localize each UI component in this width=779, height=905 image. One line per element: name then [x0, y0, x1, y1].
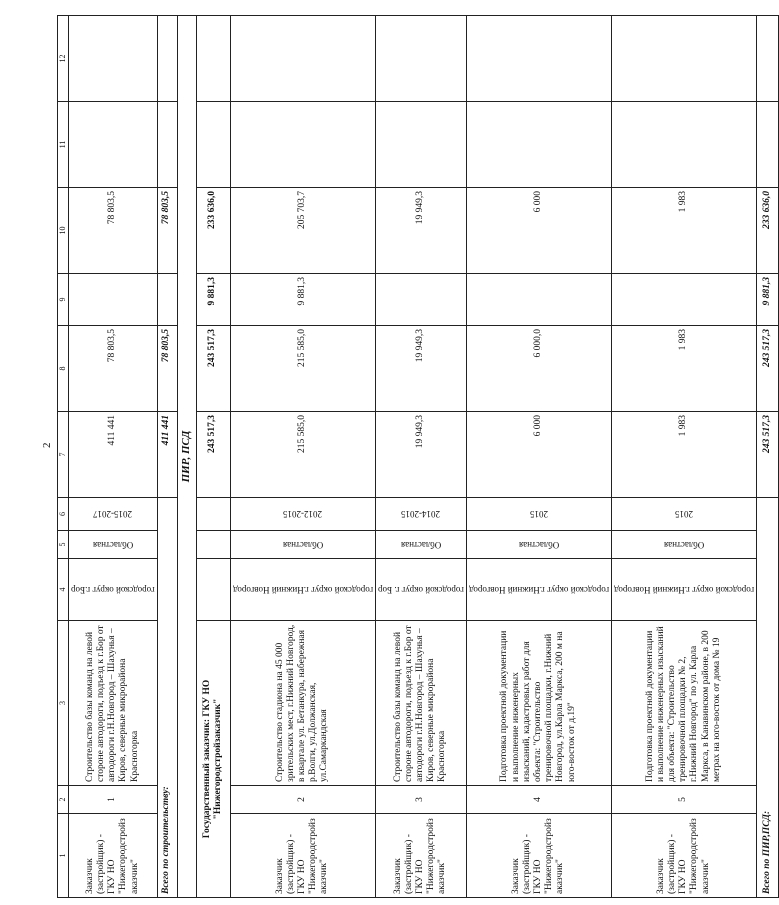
col-index: 3 — [58, 621, 69, 786]
total-row — [756, 16, 778, 898]
value-cell — [375, 274, 466, 326]
value-cell: 205 703,7 — [230, 188, 375, 274]
budget-cell: Областная — [518, 539, 559, 550]
col-index: 7 — [58, 412, 69, 498]
budget-cell: Областная — [282, 539, 323, 550]
col-index: 4 — [58, 559, 69, 621]
value-cell: 9 881,3 — [196, 274, 230, 326]
value-cell: 1 983 — [611, 412, 756, 498]
value-cell: 6 000 — [466, 412, 611, 498]
period-cell: 2015-2017 — [93, 509, 133, 520]
value-cell: 6 000 — [466, 188, 611, 274]
table-row — [375, 16, 466, 898]
row-number: 1 — [69, 786, 158, 814]
col-index: 9 — [58, 274, 69, 326]
total-label: Всего по строительству: — [157, 498, 177, 898]
col-index: 12 — [58, 16, 69, 102]
total-label: Всего по ПИР,ПСД: — [756, 498, 778, 898]
total-value: 78 803,5 — [157, 188, 177, 274]
section-title: ПИР, ПСД — [177, 16, 196, 898]
budget-cell: Областная — [400, 539, 441, 550]
territory-cell: городской округ г.Нижний Новгород — [613, 584, 754, 595]
state-customer-label: Государственный заказчик: ГКУ НО "Нижегородстройзаказчик" — [196, 621, 230, 898]
object-cell: Подготовка проектной документации и выполнение инженерных изысканий, кадастровых работ для объекта: "Строительство тренировочной площадки, г.Нижний Новгород, ул.Карла Маркса, 200 м на юго-восток от д.19" — [466, 621, 611, 786]
customer-cell: Заказчик (застройщик) - ГКУ НО "Нижегородстройзаказчик" — [466, 814, 611, 898]
table-row — [466, 16, 611, 898]
row-number: 4 — [466, 786, 611, 814]
table-row — [69, 16, 158, 898]
territory-cell: городской округ г. Бор — [377, 584, 464, 595]
period-cell: 2015 — [674, 509, 693, 520]
total-value: 233 636,0 — [756, 188, 778, 274]
value-cell: 78 803,5 — [69, 326, 158, 412]
investment-table — [57, 15, 779, 898]
object-cell: Подготовка проектной документации и выполнение инженерных изысканий для объекта: "Строительство тренировочной площадки № 2, г.Нижний Новгород" по ул. Карла Маркса, в Канавинском районе, в 200 метрах на юго-восток от дома № 19 — [611, 621, 756, 786]
territory-cell: городской округ г.Нижний Новгород — [232, 584, 373, 595]
period-cell: 2014-2015 — [401, 509, 441, 520]
value-cell: 19 949,3 — [375, 326, 466, 412]
total-value — [157, 274, 177, 326]
row-number: 3 — [375, 786, 466, 814]
value-cell — [69, 102, 158, 188]
total-value: 78 803,5 — [157, 326, 177, 412]
total-row — [157, 16, 177, 898]
object-cell: Строительство базы команд на левой стороне автодороги, подъезд к г.Бор от автодороги г.Н.Новгород – Шахунья – Киров, северные микрорайона Красногорка — [69, 621, 158, 786]
value-cell: 233 636,0 — [196, 188, 230, 274]
col-index: 1 — [58, 814, 69, 898]
value-cell: 215 585,0 — [230, 326, 375, 412]
table-row — [611, 16, 756, 898]
total-value: 243 517,3 — [756, 326, 778, 412]
total-value: 411 441 — [157, 412, 177, 498]
period-cell: 2012-2015 — [283, 509, 323, 520]
state-customer-row — [196, 16, 230, 898]
object-cell: Строительство стадиона на 45 000 зрительских мест, г.Нижний Новгород, в квартале ул. Бетанкура, набережная р.Волги, ул.Должанская, ул.Самаркандская — [230, 621, 375, 786]
column-index-row — [58, 16, 69, 898]
section-row — [177, 16, 196, 898]
value-cell — [611, 274, 756, 326]
row-number: 2 — [230, 786, 375, 814]
budget-cell: Областная — [92, 539, 133, 550]
col-index: 2 — [58, 786, 69, 814]
value-cell: 19 949,3 — [375, 412, 466, 498]
value-cell: 215 585,0 — [230, 412, 375, 498]
value-cell — [69, 16, 158, 102]
territory-cell: городской округ г.Нижний Новгород — [468, 584, 609, 595]
col-index: 10 — [58, 188, 69, 274]
budget-cell: Областная — [663, 539, 704, 550]
customer-cell: Заказчик (застройщик) - ГКУ НО "Нижегородстройзаказчик" — [375, 814, 466, 898]
total-value: 243 517,3 — [756, 412, 778, 498]
object-cell: Строительство базы команд на левой стороне автодороги, подъезд к г.Бор от автодороги г.Н.Новгород – Шахунья – Киров, северные микрорайона Красногорка — [375, 621, 466, 786]
value-cell: 243 517,3 — [196, 326, 230, 412]
value-cell: 411 441 — [69, 412, 158, 498]
customer-cell: Заказчик (застройщик) - ГКУ НО "Нижегородстройзаказчик" — [230, 814, 375, 898]
customer-cell: Заказчик (застройщик) - ГКУ НО "Нижегородстройзаказчик" — [69, 814, 158, 898]
territory-cell: городской округ г.Бор — [71, 584, 155, 595]
value-cell: 1 983 — [611, 326, 756, 412]
col-index: 11 — [58, 102, 69, 188]
col-index: 5 — [58, 531, 69, 559]
table-row — [230, 16, 375, 898]
value-cell — [69, 274, 158, 326]
value-cell — [466, 274, 611, 326]
value-cell: 243 517,3 — [196, 412, 230, 498]
value-cell: 9 881,3 — [230, 274, 375, 326]
customer-cell: Заказчик (застройщик) - ГКУ НО "Нижегородстройзаказчик" — [611, 814, 756, 898]
page-number: 2 — [41, 442, 53, 448]
col-index: 8 — [58, 326, 69, 412]
row-number: 5 — [611, 786, 756, 814]
value-cell: 19 949,3 — [375, 188, 466, 274]
value-cell: 6 000,0 — [466, 326, 611, 412]
value-cell: 1 983 — [611, 188, 756, 274]
period-cell: 2015 — [529, 509, 548, 520]
value-cell: 78 803,5 — [69, 188, 158, 274]
col-index: 6 — [58, 498, 69, 531]
total-value: 9 881,3 — [756, 274, 778, 326]
